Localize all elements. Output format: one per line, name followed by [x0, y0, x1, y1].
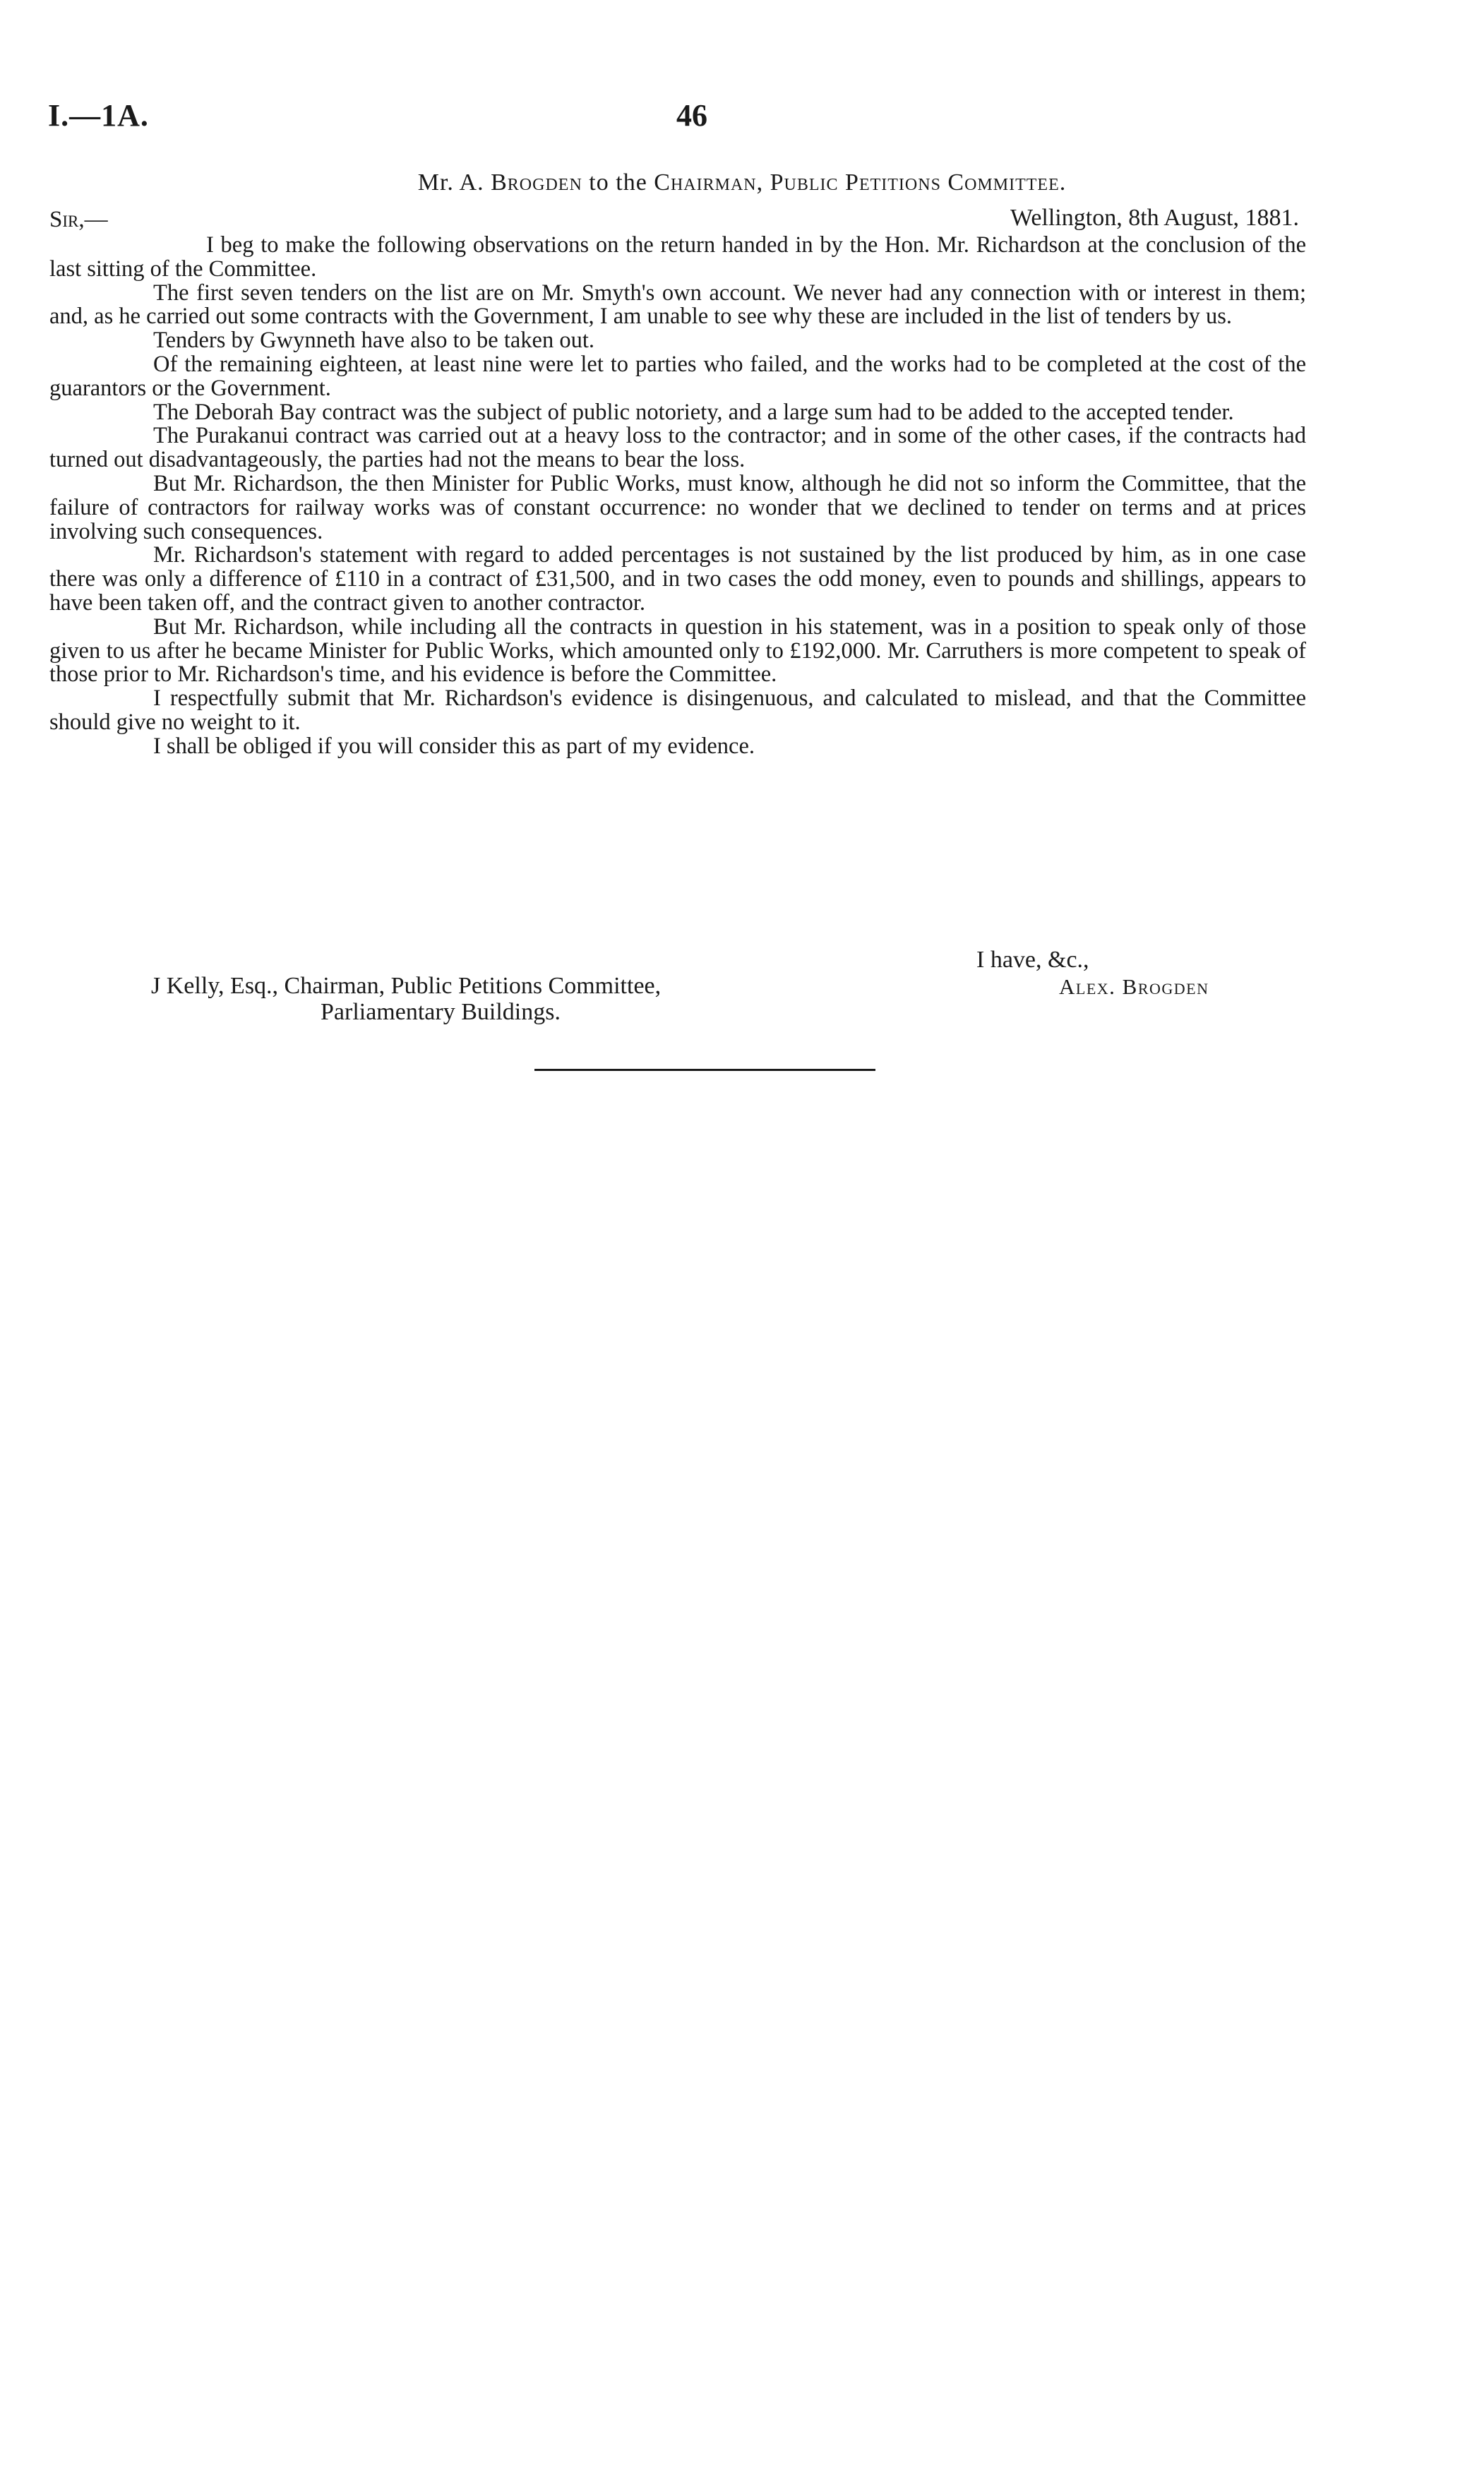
- letter-body: [49, 234, 1306, 759]
- paragraph: The first seven tenders on the list are on Mr. Smyth's own account. We never had any connection with or interest in them; and, as he carried out some contracts with the Government, I am unable to see why these are included in the list of tenders by us.: [49, 280, 1306, 330]
- heading-sender: Brogden: [491, 169, 582, 196]
- closing: I have, &c.,: [976, 947, 1089, 973]
- heading-recipient: Chairman, Public Petitions Committee.: [654, 169, 1067, 196]
- paragraph: But Mr. Richardson, the then Minister for Public Works, must know, although he did not so inform the Committee, that the failure of contractors for railway works was of constant occurrence: no wonder that we declined to tender on terms and at prices involving such consequences.: [49, 470, 1306, 544]
- heading-connector: to the: [582, 169, 654, 196]
- heading-prefix: Mr. A.: [417, 169, 491, 196]
- paragraph: I respectfully submit that Mr. Richardson's evidence is disingenuous, and calculated to mislead, and that the Committee should give no weight to it.: [49, 685, 1306, 735]
- paragraph: I beg to make the following observations on the return handed in by the Hon. Mr. Richardson at the conclusion of the last sitting of the Committee.: [49, 232, 1306, 282]
- paragraph: But Mr. Richardson, while including all the contracts in question in his statement, was in a position to speak only of those given to us after he became Minister for Public Works, which amounted only to £192,000. Mr. Carruthers is more competent to speak of those prior to Mr. Richardson's time, and his evidence is before the Committee.: [49, 613, 1306, 688]
- addressee-line-2: Parliamentary Buildings.: [321, 999, 561, 1025]
- salutation: Sir,—: [49, 207, 108, 232]
- signature: Alex. Brogden: [1059, 974, 1209, 999]
- section-divider: [534, 1069, 875, 1071]
- addressee-line-1: J Kelly, Esq., Chairman, Public Petitions Committee,: [151, 973, 662, 999]
- letter-heading: [0, 169, 1484, 196]
- paragraph: I shall be obliged if you will consider this as part of my evidence.: [153, 733, 755, 759]
- paragraph: The Purakanui contract was carried out at a heavy loss to the contractor; and in some of the other cases, if the contracts had turned out disadvantageously, the parties had not the means to bear the loss.: [49, 423, 1306, 473]
- paragraph: Mr. Richardson's statement with regard to added percentages is not sustained by the list produced by him, as in one case there was only a difference of £110 in a contract of £31,500, and in two cases the odd money, even to pounds and shillings, appears to have been taken off, and the contract given to another contractor.: [49, 542, 1306, 616]
- paragraph: Of the remaining eighteen, at least nine were let to parties who failed, and the works had to be completed at the cost of the guarantors or the Government.: [49, 351, 1306, 401]
- page-reference: I.—1A.: [48, 98, 149, 133]
- page-number: 46: [676, 98, 707, 133]
- paragraph: The Deborah Bay contract was the subject of public notoriety, and a large sum had to be added to the accepted tender.: [153, 399, 1234, 425]
- dateline: Wellington, 8th August, 1881.: [1010, 205, 1299, 231]
- paragraph: Tenders by Gwynneth have also to be taken out.: [153, 328, 594, 354]
